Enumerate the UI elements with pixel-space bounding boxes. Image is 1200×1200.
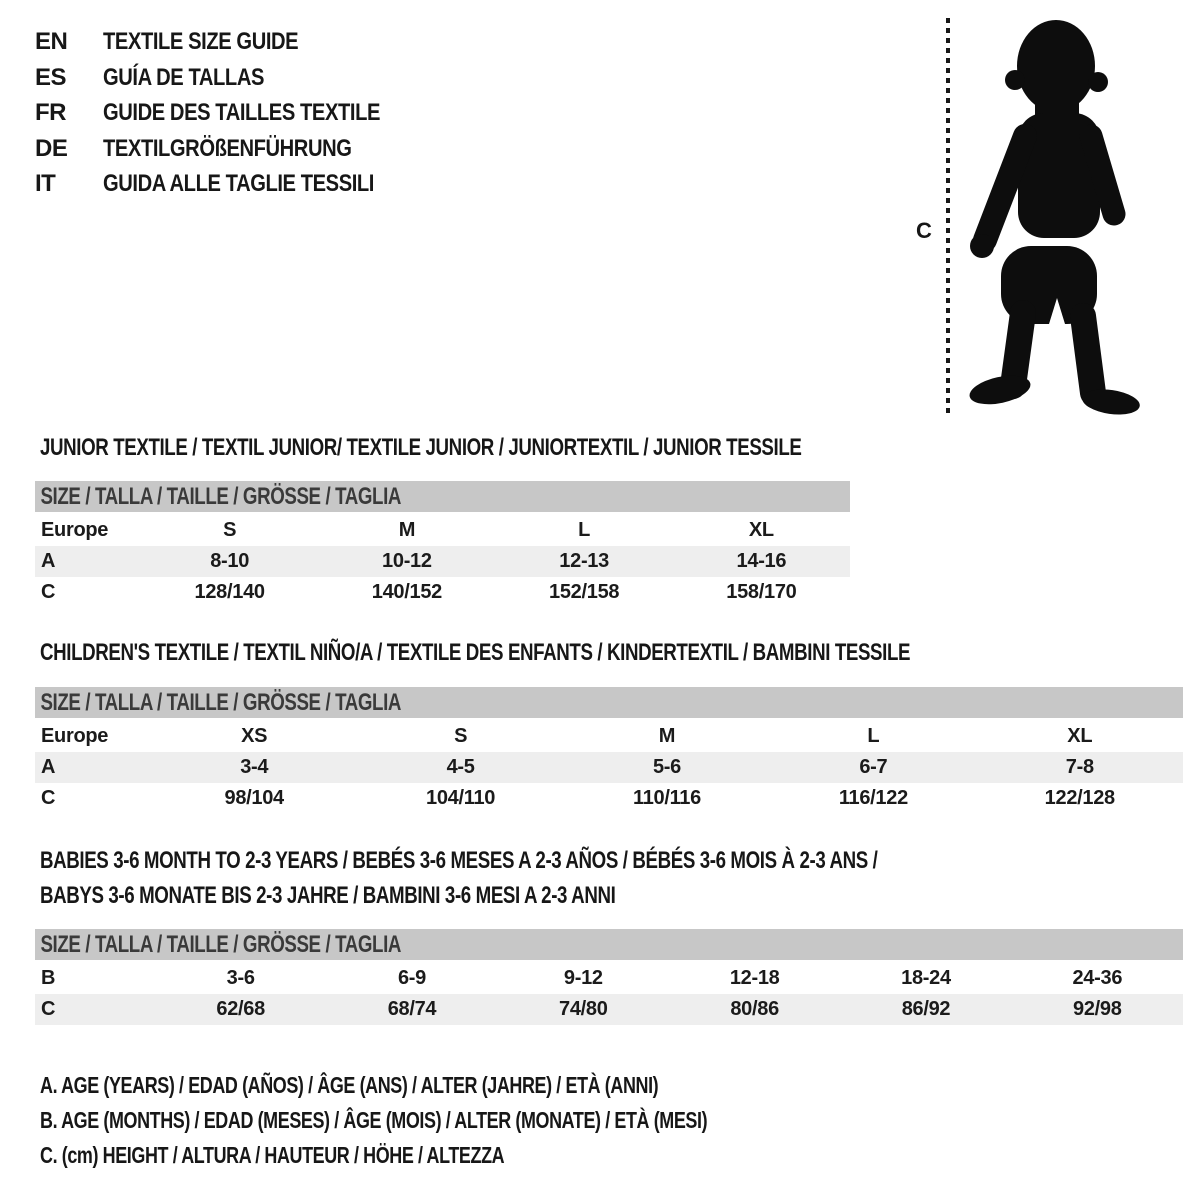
- size-header-bar: [35, 929, 1183, 960]
- table-cell: 7-8: [977, 752, 1183, 783]
- language-title-list: [35, 28, 433, 206]
- size-header-bar: [35, 687, 1183, 718]
- table-cell: L: [867, 725, 880, 747]
- language-code: IT: [35, 170, 56, 197]
- row-label: C: [41, 787, 56, 809]
- language-row: [35, 28, 433, 64]
- table-cell: 18-24: [901, 967, 951, 989]
- table-cell: 152/158: [549, 581, 620, 603]
- table-row: [35, 994, 1183, 1025]
- table-cell: S: [223, 519, 237, 541]
- table-cell: M: [658, 725, 676, 747]
- table-cell: 116/122: [838, 787, 908, 809]
- language-row: [35, 64, 433, 100]
- table-cell: 3-4: [151, 752, 357, 783]
- table-cell: 12-13: [496, 546, 673, 577]
- table-cell: S: [454, 725, 468, 747]
- table-cell: 9-12: [563, 967, 603, 989]
- table-row: [35, 721, 1183, 752]
- table-row: [35, 783, 1183, 814]
- table-cell: 122/128: [1044, 787, 1115, 809]
- row-label: C: [41, 581, 56, 603]
- size-header-bar: [35, 481, 850, 512]
- row-label: B: [41, 967, 56, 989]
- table-cell: 6-7: [770, 752, 976, 783]
- table-cell: 4-5: [357, 752, 563, 783]
- guide-title: GUÍA DE TALLAS: [103, 63, 264, 91]
- size-table-children: [35, 721, 1183, 814]
- table-cell: 24-36: [1072, 967, 1123, 989]
- section-babies: [35, 847, 1183, 1020]
- guide-title: TEXTILGRÖßENFÜHRUNG: [103, 134, 352, 162]
- language-row: [35, 135, 433, 171]
- row-label: A: [35, 752, 151, 783]
- language-row: [35, 99, 433, 135]
- legend-line: C. (cm) HEIGHT / ALTURA / HAUTEUR / HÖHE / ALTEZZA: [40, 1142, 505, 1168]
- size-table-babies: [35, 963, 1183, 1025]
- table-cell: XL: [748, 519, 774, 541]
- table-cell: XS: [241, 725, 268, 747]
- section-title: CHILDREN'S TEXTILE / TEXTIL NIÑO/A / TEXTILE DES ENFANTS / KINDERTEXTIL / BAMBINI TESSILE: [40, 639, 911, 666]
- guide-title: TEXTILE SIZE GUIDE: [103, 28, 299, 55]
- height-measure-line: [946, 18, 950, 416]
- table-cell: 110/116: [632, 787, 701, 809]
- table-row: [35, 752, 1183, 783]
- section-title: BABIES 3-6 MONTH TO 2-3 YEARS / BEBÉS 3-6 MESES A 2-3 AÑOS / BÉBÉS 3-6 MOIS À 2-3 ANS /: [40, 847, 878, 874]
- table-cell: 12-18: [729, 967, 780, 989]
- language-code: ES: [35, 63, 67, 91]
- table-cell: 6-9: [397, 967, 426, 989]
- row-label: Europe: [41, 519, 109, 541]
- height-marker-label: C: [916, 218, 932, 243]
- size-header-text: SIZE / TALLA / TAILLE / GRÖSSE / TAGLIA: [40, 483, 402, 510]
- guide-title: GUIDE DES TAILLES TEXTILE: [103, 99, 380, 126]
- table-cell: M: [398, 519, 416, 541]
- table-cell: 128/140: [194, 581, 265, 603]
- language-code: FR: [35, 99, 66, 126]
- row-label: Europe: [41, 725, 109, 747]
- legend-line: B. AGE (MONTHS) / EDAD (MESES) / ÂGE (MOIS) / ALTER (MONATE) / ETÀ (MESI): [40, 1107, 708, 1133]
- section-childrens-textile: [35, 639, 1183, 809]
- table-cell: XL: [1067, 725, 1093, 747]
- table-row: [35, 546, 850, 577]
- table-cell: 104/110: [426, 787, 496, 809]
- row-label: A: [35, 546, 141, 577]
- toddler-silhouette-icon: [965, 18, 1145, 418]
- table-row: [35, 577, 850, 608]
- table-cell: 86/92: [840, 994, 1011, 1025]
- guide-title: GUIDA ALLE TAGLIE TESSILI: [103, 170, 374, 197]
- table-cell: 62/68: [155, 994, 326, 1025]
- legend-line: A. AGE (YEARS) / EDAD (AÑOS) / ÂGE (ANS) / ALTER (JAHRE) / ETÀ (ANNI): [40, 1072, 659, 1098]
- size-header-text: SIZE / TALLA / TAILLE / GRÖSSE / TAGLIA: [40, 689, 402, 716]
- table-cell: 3-6: [226, 967, 255, 989]
- section-junior-textile: [35, 434, 850, 603]
- table-cell: 80/86: [669, 994, 840, 1025]
- table-cell: 74/80: [498, 994, 669, 1025]
- language-row: [35, 170, 433, 206]
- table-cell: 14-16: [673, 546, 850, 577]
- table-cell: L: [578, 519, 591, 541]
- row-label: C: [35, 994, 155, 1025]
- table-cell: 158/170: [726, 581, 797, 603]
- language-code: DE: [35, 134, 68, 162]
- table-cell: 68/74: [326, 994, 497, 1025]
- table-cell: 8-10: [141, 546, 318, 577]
- table-cell: 140/152: [371, 581, 442, 603]
- table-cell: 5-6: [564, 752, 770, 783]
- size-header-text: SIZE / TALLA / TAILLE / GRÖSSE / TAGLIA: [40, 931, 402, 958]
- table-row: [35, 963, 1183, 994]
- table-row: [35, 515, 850, 546]
- section-title: JUNIOR TEXTILE / TEXTIL JUNIOR/ TEXTILE JUNIOR / JUNIORTEXTIL / JUNIOR TESSILE: [40, 434, 802, 461]
- section-title-line2: BABYS 3-6 MONATE BIS 2-3 JAHRE / BAMBINI 3-6 MESI A 2-3 ANNI: [40, 882, 616, 909]
- table-cell: 92/98: [1012, 994, 1183, 1025]
- table-cell: 98/104: [224, 787, 284, 809]
- table-cell: 10-12: [318, 546, 495, 577]
- size-table-junior: [35, 515, 850, 608]
- language-code: EN: [35, 28, 68, 55]
- legend: [35, 1068, 1183, 1173]
